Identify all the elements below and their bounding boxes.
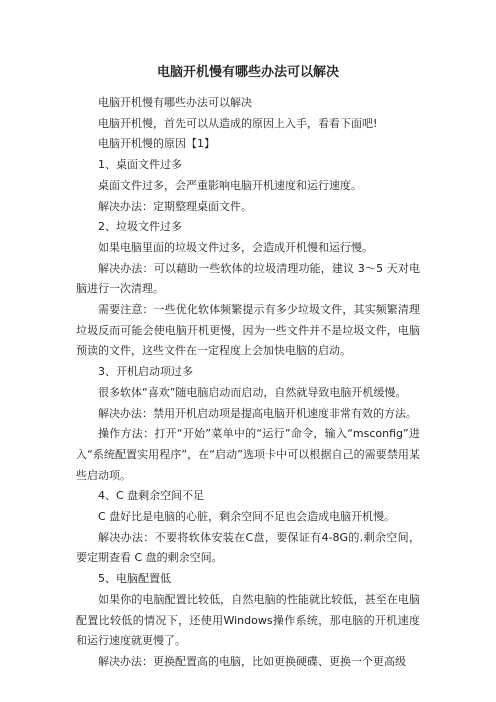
document-body (76, 93, 420, 673)
solution-low-config: 解决办法：更换配置高的电脑，比如更换硬碟、更换一个更高级 (98, 654, 406, 668)
paragraph-subtitle: 电脑开机慢有哪些办法可以解决 (98, 96, 252, 109)
solution-startup-items: 解决办法：禁用开机启动项是提高电脑开机速度非常有效的方法。 (98, 406, 417, 420)
paragraph-junk-files: 如果电脑里面的垃圾文件过多，会造成开机慢和运行慢。 (98, 240, 373, 254)
paragraph-desktop-files: 桌面文件过多，会严重影响电脑开机速度和运行速度。 (98, 178, 362, 192)
paragraph-low-config: 如果你的电脑配置比较低，自然电脑的性能就比较低，甚至在电脑配置比较低的情况下，还使用Windows操作系统，那电脑的开机速度和运行速度就更慢了。 (76, 592, 420, 648)
paragraph-intro: 电脑开机慢，首先可以从造成的原因上入手，看看下面吧! (98, 116, 378, 130)
solution-desktop-files: 解决办法：定期整理桌面文件。 (98, 199, 252, 213)
solution-junk-files: 解决办法：可以藉助一些软体的垃圾清理功能，建议 3～5 天对电脑进行一次清理。 (76, 261, 420, 296)
item-heading-desktop-files: 1、桌面文件过多 (98, 158, 182, 172)
item-heading-junk-files: 2、垃圾文件过多 (98, 220, 182, 234)
steps-startup-items: 操作方法：打开“开始”菜单中的“运行”命令，输入“msconfig”进入“系统配置实用程序”，在“启动”选项卡中可以根据自己的需要禁用某些启动项。 (76, 427, 420, 482)
note-junk-files: 需要注意：一些优化软体频繁提示有多少垃圾文件，其实频繁清理垃圾反而可能会使电脑开机更慢，因为一些文件并不是垃圾文件，电脑预读的文件，这些文件在一定程度上会加快电脑的启动。 (76, 303, 420, 358)
section-heading-causes: 电脑开机慢的原因【1】 (98, 137, 215, 151)
item-heading-c-drive: 4、C 盘剩余空间不足 (98, 489, 205, 503)
solution-c-drive: 解决办法：不要将软体安装在C盘，要保证有4-8G的.剩余空间，要定期查看 C 盘的剩余空间。 (76, 530, 420, 565)
item-heading-low-config: 5、电脑配置低 (98, 572, 171, 586)
item-heading-startup-items: 3、开机启动项过多 (98, 365, 193, 379)
document-title: 电脑开机慢有哪些办法可以解决 (156, 65, 339, 80)
paragraph-startup-items: 很多软体“喜欢”随电脑启动而启动，自然就导致电脑开机缓慢。 (98, 385, 407, 399)
paragraph-c-drive: C 盘好比是电脑的心脏，剩余空间不足也会造成电脑开机慢。 (98, 510, 396, 524)
